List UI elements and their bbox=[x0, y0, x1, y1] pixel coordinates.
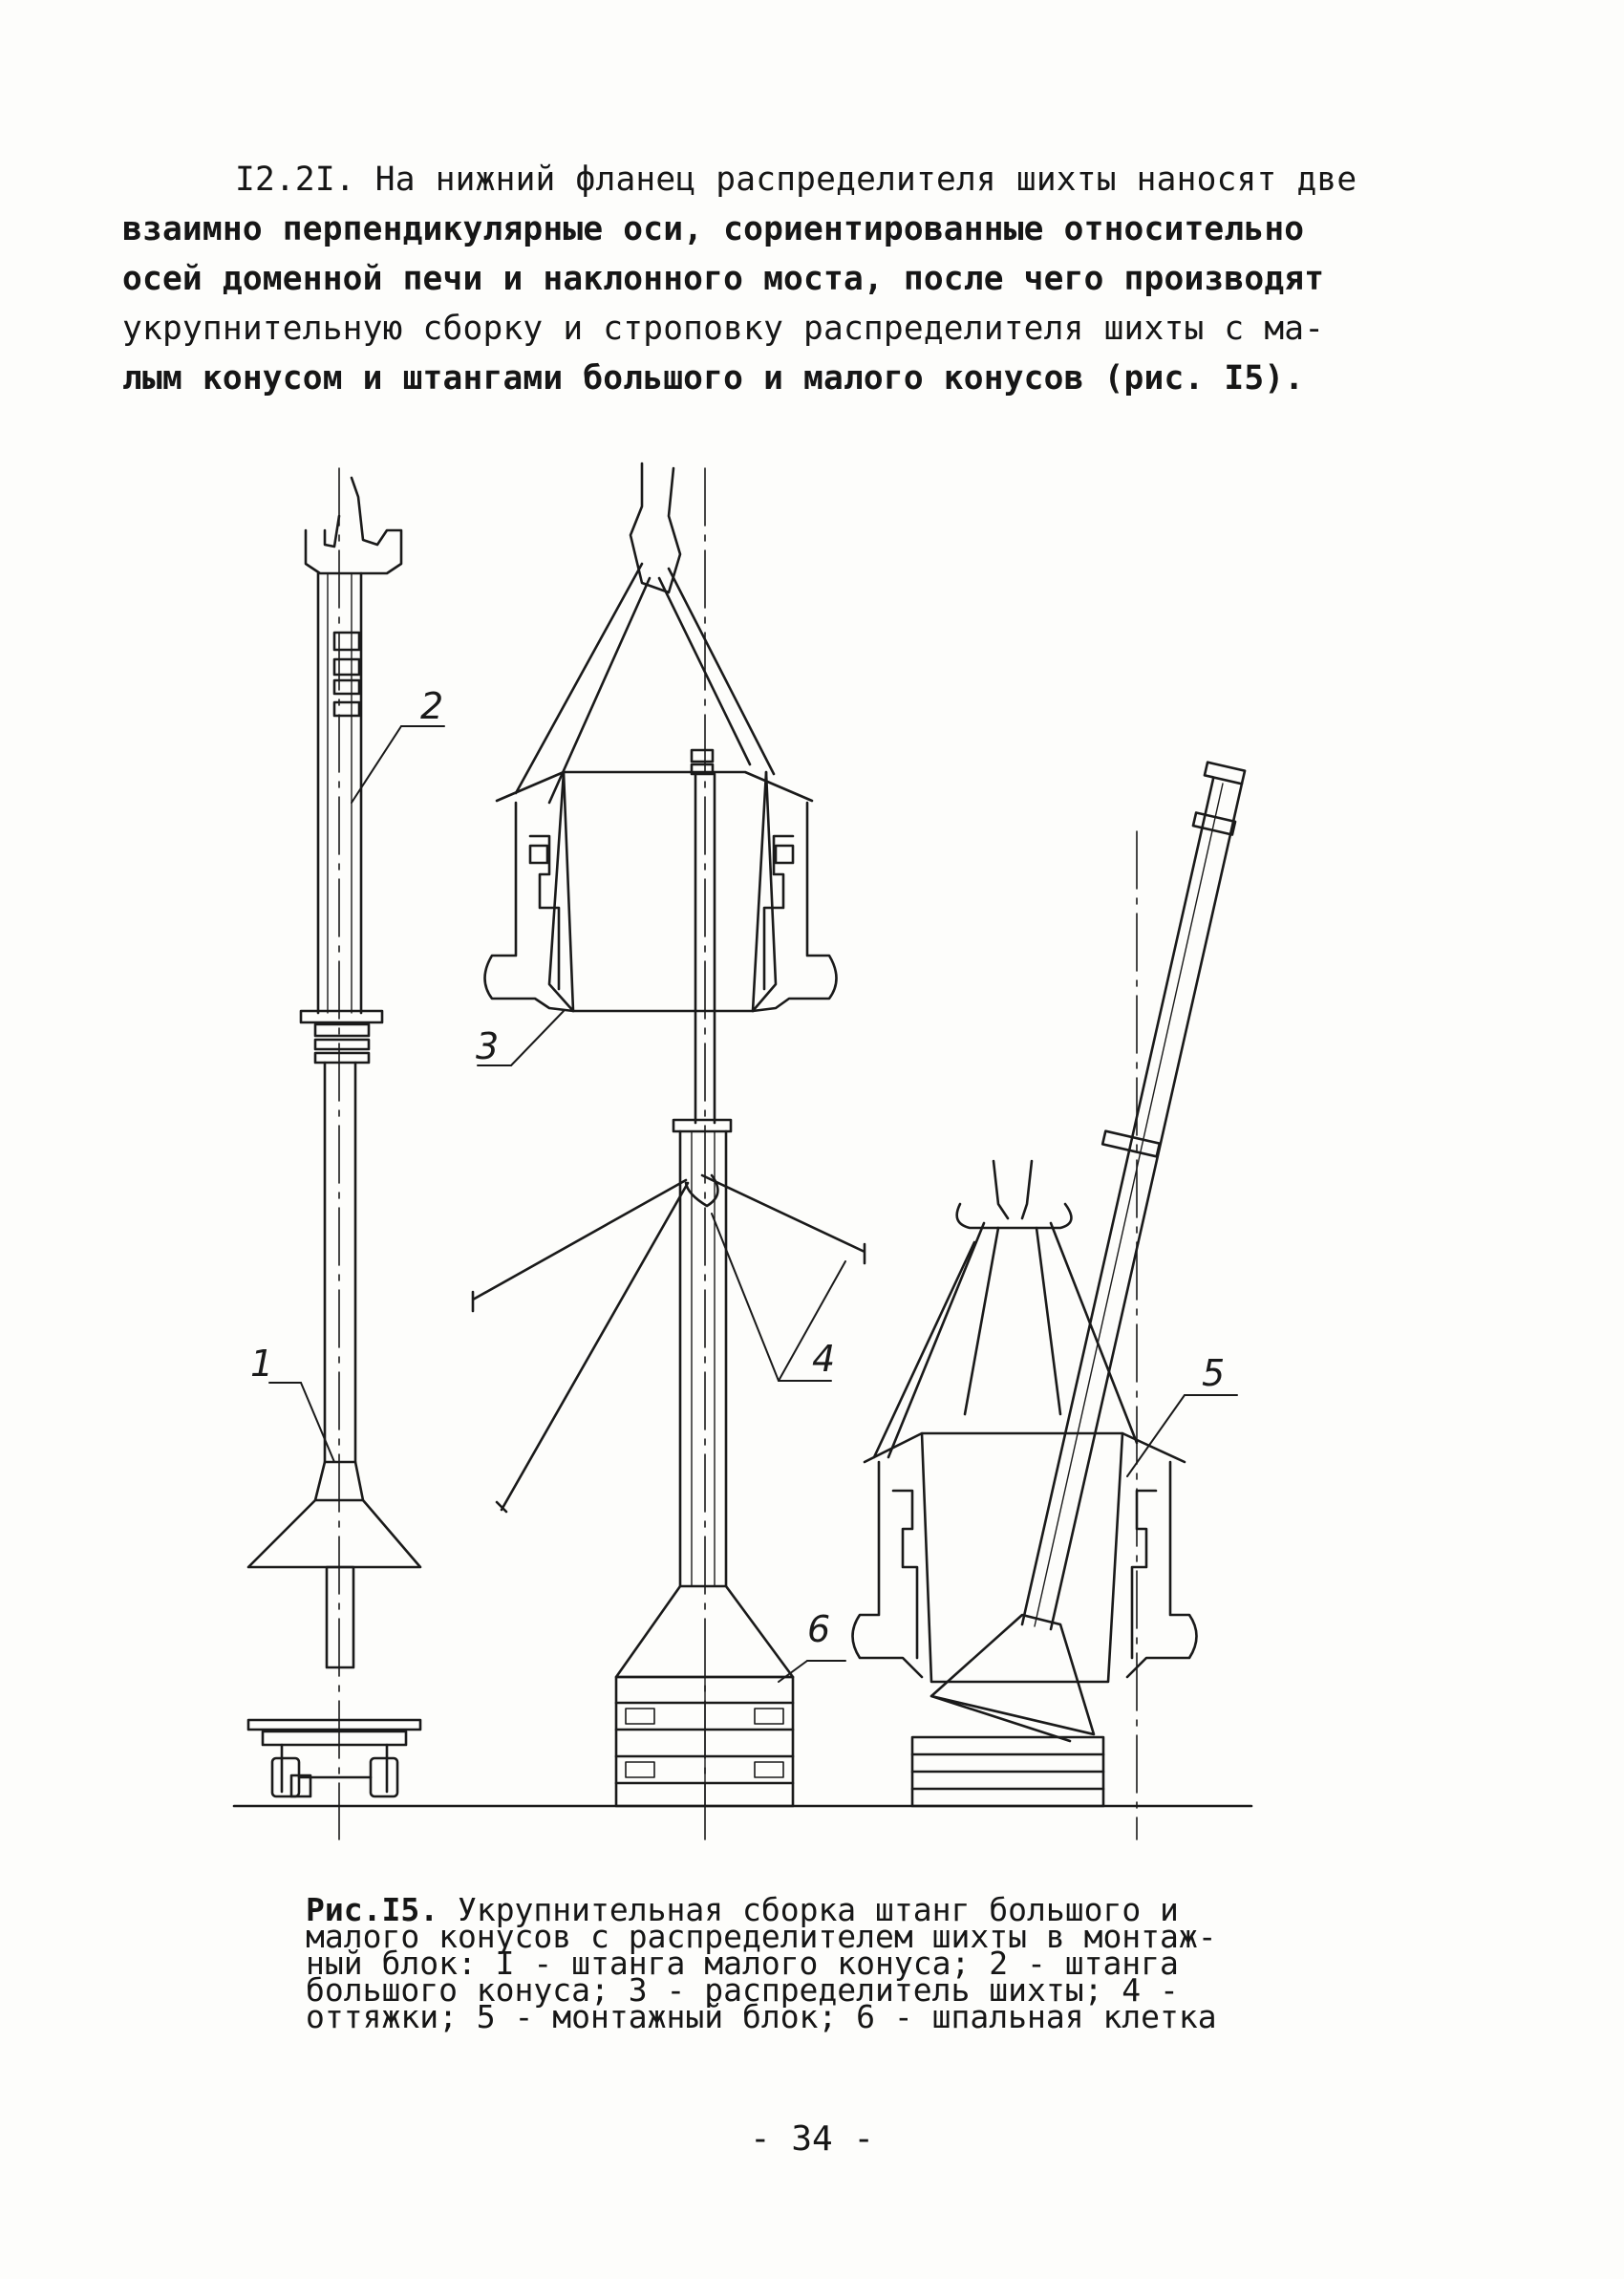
page-number: - 34 - bbox=[749, 2119, 875, 2159]
mounting-block-drawing bbox=[853, 763, 1246, 1839]
technical-figure bbox=[0, 449, 1624, 1863]
figure-caption bbox=[306, 1891, 1337, 2035]
callout-label: 2 bbox=[420, 685, 444, 727]
callout-label: 4 bbox=[812, 1338, 836, 1380]
caption-label: Рис.I5. bbox=[306, 1891, 439, 1928]
caption-line: малого конусов с распределителем шихты в монтаж- bbox=[306, 1918, 1217, 1955]
paragraph-line: осей доменной печи и наклонного моста, после чего производят bbox=[122, 260, 1325, 298]
caption-line: ный блок: I - штанга малого конуса; 2 - штанга bbox=[306, 1945, 1179, 1982]
body-paragraph bbox=[122, 155, 1393, 403]
callout-label: 5 bbox=[1202, 1352, 1226, 1394]
distributor-drawing bbox=[473, 463, 865, 1839]
caption-text: Укрупнительная сборка штанг большого и bbox=[457, 1891, 1179, 1928]
caption-line: большого конуса; 3 - распределитель шихты; 4 - bbox=[306, 1971, 1179, 2009]
callout-label: 3 bbox=[476, 1025, 500, 1067]
small-cone-rod-drawing bbox=[248, 468, 420, 1839]
paragraph-line: лым конусом и штангами большого и малого конусов (рис. I5). bbox=[122, 359, 1305, 398]
callout-label: 1 bbox=[250, 1343, 274, 1385]
paragraph-line: укрупнительную сборку и строповку распределителя шихты с ма- bbox=[122, 310, 1325, 348]
paragraph-line: взаимно перпендикулярные оси, сориентированные относительно bbox=[122, 210, 1305, 248]
caption-line: оттяжки; 5 - монтажный блок; 6 - шпальная клетка bbox=[306, 1998, 1217, 2035]
paragraph-line: I2.2I. На нижний фланец распределителя шихты наносят две bbox=[235, 161, 1357, 199]
callout-label: 6 bbox=[807, 1608, 831, 1650]
